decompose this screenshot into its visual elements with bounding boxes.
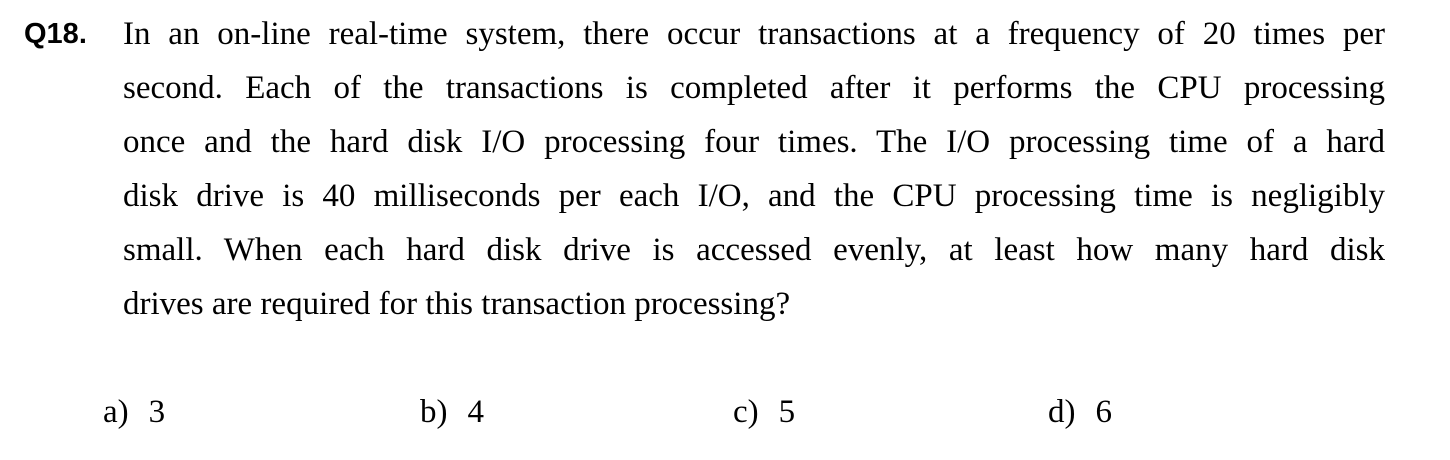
choice-value: 5 xyxy=(778,394,796,430)
choice-c[interactable] xyxy=(733,390,795,434)
choice-label: b) xyxy=(420,394,448,430)
choice-value: 6 xyxy=(1095,394,1112,430)
question-number: Q18. xyxy=(24,18,87,50)
choice-value: 4 xyxy=(467,394,484,430)
choice-label: a) xyxy=(103,394,129,430)
question-text xyxy=(123,12,1385,336)
question-line: small. When each hard disk drive is accessed evenly, at least how many hard disk xyxy=(123,232,1385,268)
question-line: In an on-line real-time system, there occur transactions at a frequency of 20 times per xyxy=(123,16,1385,52)
question-line: disk drive is 40 milliseconds per each I/O, and the CPU processing time is negligibly xyxy=(123,178,1385,214)
choice-value: 3 xyxy=(148,394,166,430)
question-line: drives are required for this transaction processing? xyxy=(123,286,791,322)
choice-label: c) xyxy=(733,394,759,430)
question-line: once and the hard disk I/O processing four times. The I/O processing time of a hard xyxy=(123,124,1385,160)
choice-d[interactable] xyxy=(1048,390,1112,434)
question-line: second. Each of the transactions is completed after it performs the CPU processing xyxy=(123,70,1385,106)
choice-a[interactable] xyxy=(103,390,165,434)
choice-label: d) xyxy=(1048,394,1076,430)
choice-b[interactable] xyxy=(420,390,484,434)
